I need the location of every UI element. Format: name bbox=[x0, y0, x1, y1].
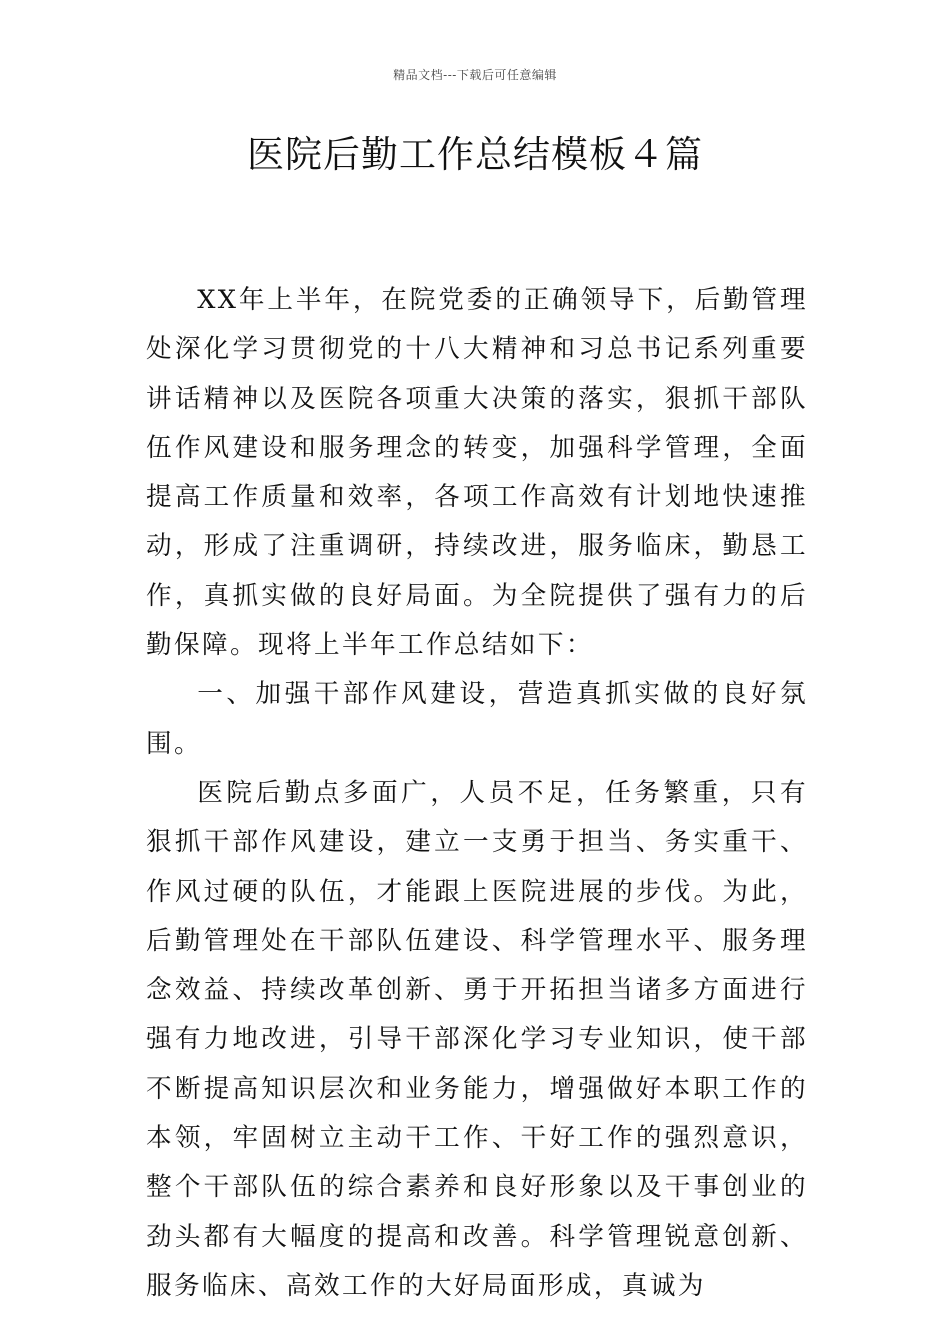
body-paragraph-section-1: 医院后勤点多面广，人员不足，任务繁重，只有狠抓干部作风建设，建立一支勇于担当、务实重干、作风过硬的队伍，才能跟上医院进展的步伐。为此，后勤管理处在干部队伍建设、科学管理水平、服务理念效益、持续改革创新、勇于开拓担当诸多方面进行强有力地改进，引导干部深化学习专业知识，使干部不断提高知识层次和业务能力，增强做好本职工作的本领，牢固树立主动干工作、干好工作的强烈意识，整个干部队伍的综合素养和良好形象以及干事创业的劲头都有大幅度的提高和改善。科学管理锐意创新、服务临床、高效工作的大好局面形成，真诚为 bbox=[146, 777, 808, 1301]
header-note: 精品文档---下载后可任意编辑 bbox=[393, 68, 557, 82]
document-body bbox=[146, 276, 808, 1311]
body-paragraph-intro: XX年上半年，在院党委的正确领导下，后勤管理处深化学习贯彻党的十八大精神和习总书记系列重要讲话精神以及医院各项重大决策的落实，狠抓干部队伍作风建设和服务理念的转变，加强科学管理，全面提高工作质量和效率，各项工作高效有计划地快速推动，形成了注重调研，持续改进，服务临床，勤恳工作，真抓实做的良好局面。为全院提供了强有力的后勤保障。现将上半年工作总结如下： bbox=[146, 285, 808, 661]
document-title: 医院后勤工作总结模板４篇 bbox=[247, 133, 703, 176]
section-heading-1: 一、加强干部作风建设，营造真抓实做的良好氛围。 bbox=[146, 679, 808, 759]
